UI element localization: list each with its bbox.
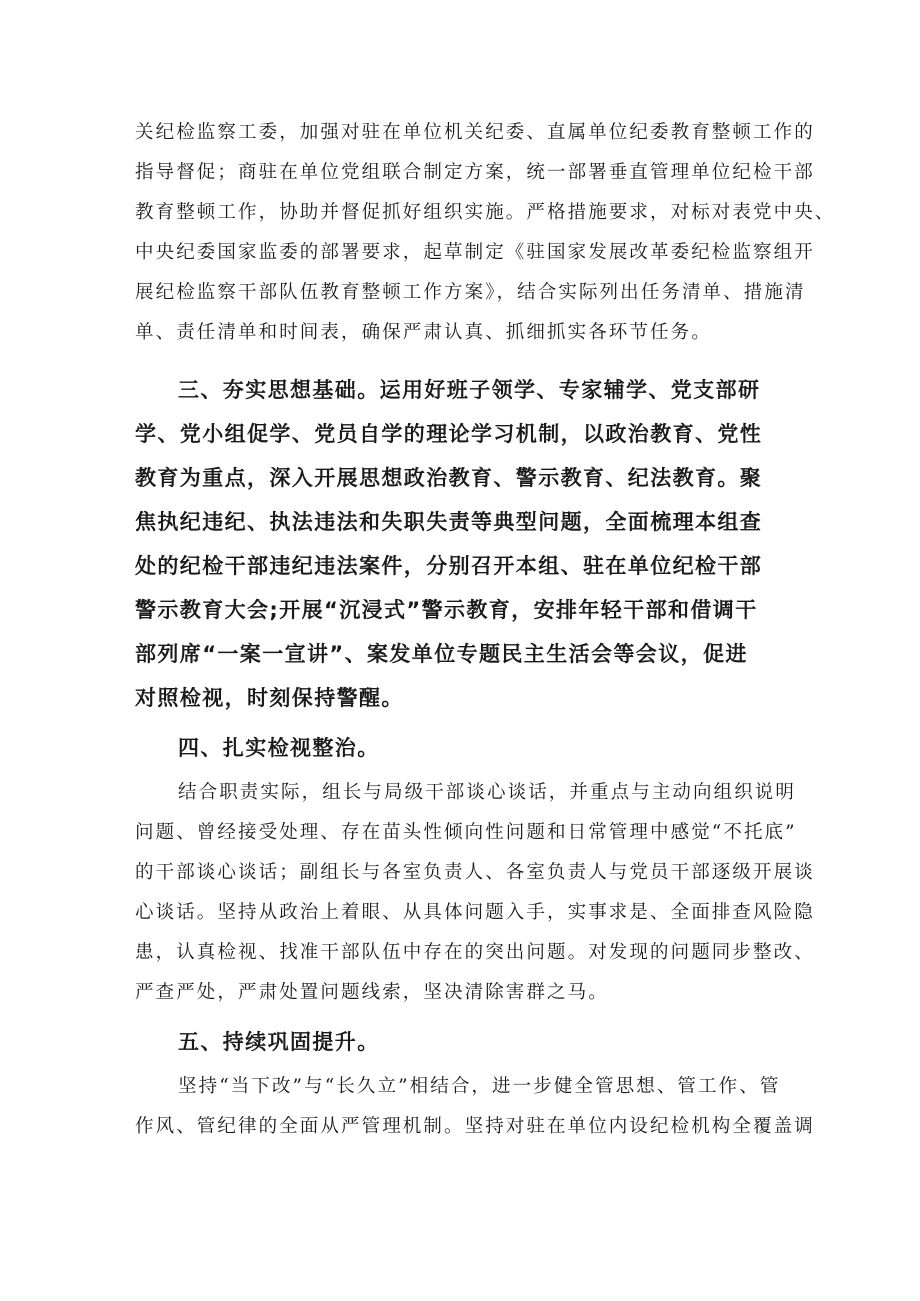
- text-line: 心谈话。坚持从政治上着眼、从具体问题入手，实事求是、全面排查风险隐: [135, 902, 815, 923]
- text-line: 对照检视，时刻保持警醒。: [135, 686, 404, 710]
- text-line: 学、党小组促学、党员自学的理论学习机制，以政治教育、党性: [135, 422, 763, 446]
- text-line: 严查严处，严肃处置问题线索，坚决清除害群之马。: [135, 982, 609, 1003]
- text-line: 的干部谈心谈话；副组长与各室负责人、各室负责人与党员干部逐级开展谈: [135, 862, 815, 883]
- text-line: 处的纪检干部违纪违法案件，分别召开本组、驻在单位纪检干部: [135, 554, 763, 578]
- text-line: 部列席“一案一宣讲”、案发单位专题民主生活会等会议，促进: [135, 642, 748, 666]
- section-3-heading-line: 三、夯实思想基础。运用好班子领学、专家辅学、党支部研: [178, 378, 761, 402]
- section-5-heading: 五、持续巩固提升。: [178, 1030, 380, 1054]
- text-line: 中央纪委国家监委的部署要求，起草制定《驻国家发展改革委纪检监察组开: [135, 242, 815, 263]
- text-line: 教育整顿工作，协助并督促抓好组织实施。严格措施要求，对标对表党中央、: [135, 202, 836, 223]
- text-line: 问题、曾经接受处理、存在苗头性倾向性问题和日常管理中感觉“不托底”: [135, 822, 797, 843]
- text-line: 结合职责实际，组长与局级干部谈心谈话，并重点与主动向组织说明: [178, 782, 797, 803]
- text-line: 教育为重点，深入开展思想政治教育、警示教育、纪法教育。聚: [135, 466, 763, 490]
- text-line: 警示教育大会;开展“沉浸式”警示教育，安排年轻干部和借调干: [135, 598, 758, 622]
- text-line: 展纪检监察干部队伍教育整顿工作方案》，结合实际列出任务清单、措施清: [135, 282, 806, 303]
- text-line: 患，认真检视、找准干部队伍中存在的突出问题。对发现的问题同步整改、: [135, 942, 815, 963]
- text-line: 指导督促；商驻在单位党组联合制定方案，统一部署垂直管理单位纪检干部: [135, 162, 815, 183]
- text-line: 作风、管纪律的全面从严管理机制。坚持对驻在单位内设纪检机构全覆盖调: [135, 1116, 815, 1137]
- text-line: 焦执纪违纪、执法违法和失职失责等典型问题，全面梳理本组查: [135, 510, 763, 534]
- section-4-heading: 四、扎实检视整治。: [178, 736, 380, 760]
- text-line: 单、责任清单和时间表，确保严肃认真、抓细抓实各环节任务。: [135, 322, 712, 343]
- text-line: 关纪检监察工委，加强对驻在单位机关纪委、直属单位纪委教育整顿工作的: [135, 122, 815, 143]
- text-line: 坚持“当下改”与“长久立”相结合，进一步健全管思想、管工作、管: [178, 1076, 781, 1097]
